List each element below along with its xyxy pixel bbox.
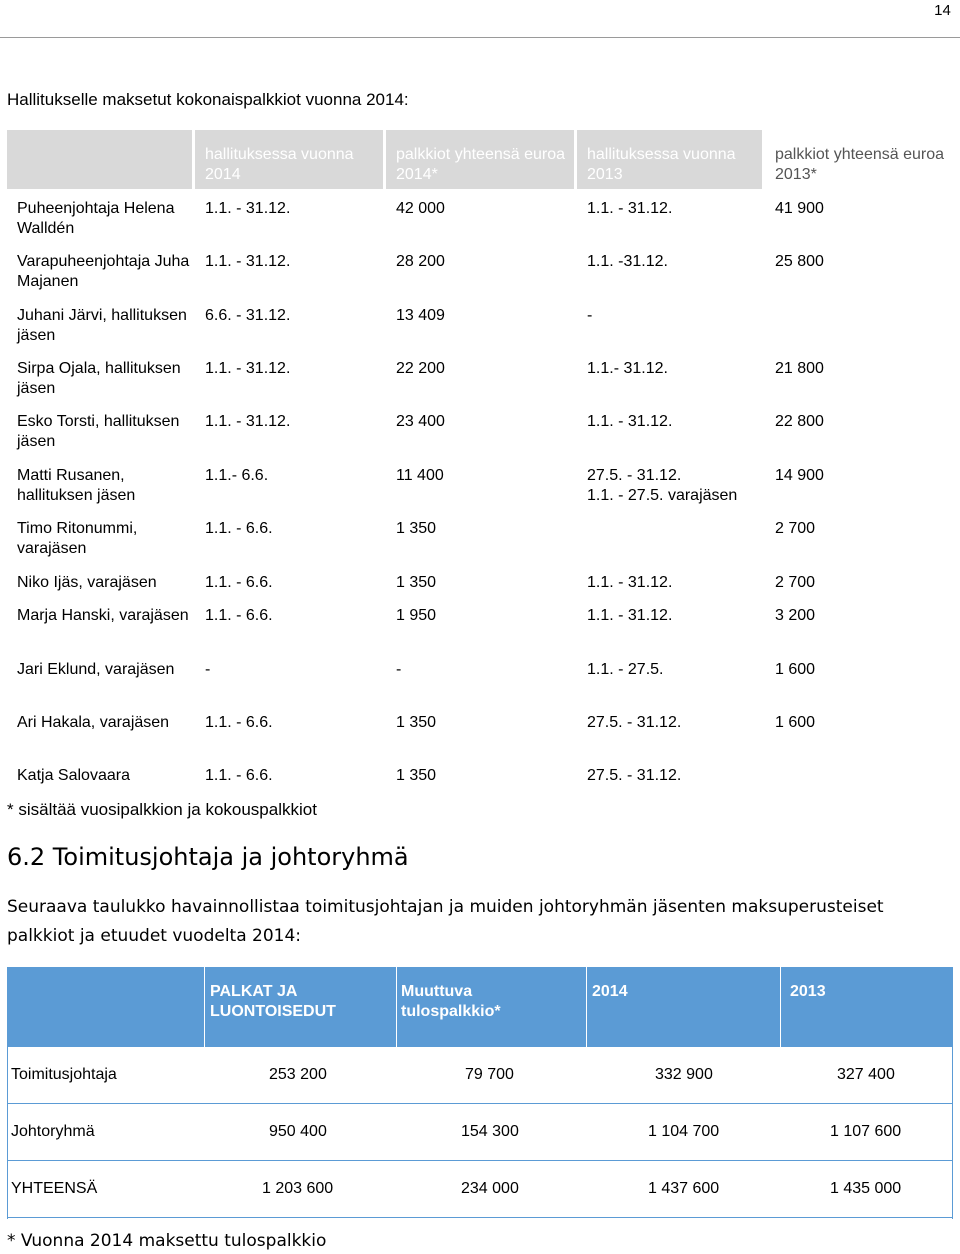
board-row-1-period-2013: 1.1. -31.12. [587, 253, 668, 270]
header-variable: Muuttuva tulospalkkio* [401, 983, 501, 1020]
board-row-11-name: Katja Salovaara [17, 767, 130, 784]
board-row-5-fee-2014: 11 400 [396, 467, 444, 484]
board-row-4-period-2014: 1.1. - 31.12. [205, 413, 291, 430]
board-row-7-fee-2013: 2 700 [775, 574, 816, 591]
mgmt-row-1-label: Johtoryhmä [11, 1123, 95, 1140]
mgmt-row-2-label: YHTEENSÄ [11, 1180, 98, 1197]
board-row-2-fee-2014: 13 409 [396, 307, 445, 324]
board-row-8-fee-2014: 1 950 [396, 607, 437, 624]
header-col-period-2013 [577, 130, 762, 189]
board-row-4-fee-2013: 22 800 [775, 413, 824, 430]
board-row-0-period-2013: 1.1. - 31.12. [587, 200, 673, 217]
board-fees-heading: Hallitukselle maksetut kokonaispalkkiot vuonna 2014: [7, 90, 409, 109]
page-number: 14 [934, 2, 951, 19]
board-table-footnote: * sisältää vuosipalkkion ja kokouspalkkiot [7, 800, 317, 819]
board-row-6-fee-2014: 1 350 [396, 520, 437, 537]
board-row-4-period-2013: 1.1. - 31.12. [587, 413, 673, 430]
board-row-3-fee-2013: 21 800 [775, 360, 824, 377]
board-row-4-name: Esko Torsti, hallituksen jäsen [17, 413, 180, 450]
table-row [7, 1104, 953, 1161]
board-table-header [7, 130, 957, 189]
board-row-10-period-2014: 1.1. - 6.6. [205, 714, 273, 731]
mgmt-row-1-2013: 1 107 600 [830, 1123, 902, 1140]
board-row-8-period-2013: 1.1. - 31.12. [587, 607, 673, 624]
header-2014: 2014 [592, 983, 628, 1000]
board-row-2-period-2014: 6.6. - 31.12. [205, 307, 291, 324]
board-row-7-fee-2014: 1 350 [396, 574, 437, 591]
board-row-3-period-2013: 1.1.- 31.12. [587, 360, 668, 377]
board-row-7-name: Niko Ijäs, varajäsen [17, 574, 157, 591]
header-col-period-2014 [195, 130, 383, 189]
mgmt-row-1-variable: 154 300 [461, 1123, 519, 1140]
management-table-footnote: * Vuonna 2014 maksettu tulospalkkio [7, 1231, 327, 1251]
board-row-9-period-2014: - [205, 661, 211, 678]
table-row [7, 1161, 953, 1218]
board-row-7-period-2013: 1.1. - 31.12. [587, 574, 673, 591]
board-row-5-period-2013-b: 1.1. - 27.5. varajäsen [587, 487, 738, 504]
board-row-10-fee-2013: 1 600 [775, 714, 816, 731]
header-divider [780, 967, 781, 1047]
board-row-1-period-2014: 1.1. - 31.12. [205, 253, 291, 270]
board-row-9-period-2013: 1.1. - 27.5. [587, 661, 664, 678]
board-row-8-fee-2013: 3 200 [775, 607, 816, 624]
mgmt-row-0-label: Toimitusjohtaja [11, 1066, 117, 1083]
header-col-fee-2013 [765, 130, 960, 189]
board-row-7-period-2014: 1.1. - 6.6. [205, 574, 273, 591]
mgmt-row-2-salaries: 1 203 600 [262, 1180, 334, 1197]
board-row-2-period-2013: - [587, 307, 593, 324]
header-period-2013: hallituksessa vuonna 2013 [587, 146, 736, 183]
header-fee-2014: palkkiot yhteensä euroa 2014* [396, 146, 565, 183]
board-row-6-fee-2013: 2 700 [775, 520, 816, 537]
board-row-11-period-2013: 27.5. - 31.12. [587, 767, 682, 784]
board-row-5-period-2013: 27.5. - 31.12. [587, 467, 682, 484]
board-row-0-fee-2013: 41 900 [775, 200, 824, 217]
board-row-11-fee-2014: 1 350 [396, 767, 437, 784]
board-row-3-name: Sirpa Ojala, hallituksen jäsen [17, 360, 181, 397]
mgmt-row-0-2013: 327 400 [837, 1066, 895, 1083]
header-col-fee-2014 [386, 130, 574, 189]
board-row-2-name: Juhani Järvi, hallituksen jäsen [17, 307, 187, 344]
board-row-1-name: Varapuheenjohtaja Juha Majanen [17, 253, 190, 290]
mgmt-row-1-2014: 1 104 700 [648, 1123, 720, 1140]
header-divider [396, 967, 397, 1047]
board-row-5-period-2014: 1.1.- 6.6. [205, 467, 269, 484]
board-row-9-fee-2014: - [396, 661, 402, 678]
board-row-1-fee-2013: 25 800 [775, 253, 824, 270]
header-period-2014: hallituksessa vuonna 2014 [205, 146, 354, 183]
board-row-5-name: Matti Rusanen, hallituksen jäsen [17, 467, 136, 504]
board-row-5-fee-2013: 14 900 [775, 467, 824, 484]
board-row-10-period-2013: 27.5. - 31.12. [587, 714, 682, 731]
management-table-header [7, 967, 953, 1047]
mgmt-row-2-variable: 234 000 [461, 1180, 519, 1197]
board-row-8-name: Marja Hanski, varajäsen [17, 607, 189, 624]
mgmt-row-0-2014: 332 900 [655, 1066, 713, 1083]
board-row-4-fee-2014: 23 400 [396, 413, 445, 430]
mgmt-row-0-variable: 79 700 [465, 1066, 514, 1083]
header-divider [586, 967, 587, 1047]
top-rule [0, 37, 960, 38]
table-row [7, 1047, 953, 1104]
board-row-6-period-2014: 1.1. - 6.6. [205, 520, 273, 537]
board-row-8-period-2014: 1.1. - 6.6. [205, 607, 273, 624]
header-2013: 2013 [790, 983, 826, 1000]
section-paragraph: Seuraava taulukko havainnollistaa toimitusjohtajan ja muiden johtoryhmän jäsenten maksuperusteiset palkkiot ja etuudet vuodelta 2014: [7, 897, 884, 946]
header-fee-2013: palkkiot yhteensä euroa 2013* [775, 146, 944, 183]
board-row-3-fee-2014: 22 200 [396, 360, 445, 377]
header-divider [204, 967, 205, 1047]
mgmt-row-0-salaries: 253 200 [269, 1066, 327, 1083]
board-row-11-period-2014: 1.1. - 6.6. [205, 767, 273, 784]
board-row-6-name: Timo Ritonummi, varajäsen [17, 520, 138, 557]
board-row-10-name: Ari Hakala, varajäsen [17, 714, 170, 731]
mgmt-row-2-2014: 1 437 600 [648, 1180, 720, 1197]
board-row-1-fee-2014: 28 200 [396, 253, 445, 270]
header-salaries: PALKAT JA LUONTOISEDUT [210, 983, 336, 1020]
board-row-9-fee-2013: 1 600 [775, 661, 816, 678]
mgmt-row-2-2013: 1 435 000 [830, 1180, 902, 1197]
header-label-cell [7, 130, 192, 189]
board-row-10-fee-2014: 1 350 [396, 714, 437, 731]
board-row-0-fee-2014: 42 000 [396, 200, 445, 217]
mgmt-row-1-salaries: 950 400 [269, 1123, 327, 1140]
board-row-0-period-2014: 1.1. - 31.12. [205, 200, 291, 217]
board-row-0-name: Puheenjohtaja Helena Walldén [17, 200, 175, 237]
board-row-9-name: Jari Eklund, varajäsen [17, 661, 175, 678]
section-title: 6.2 Toimitusjohtaja ja johtoryhmä [7, 843, 409, 871]
board-row-3-period-2014: 1.1. - 31.12. [205, 360, 291, 377]
